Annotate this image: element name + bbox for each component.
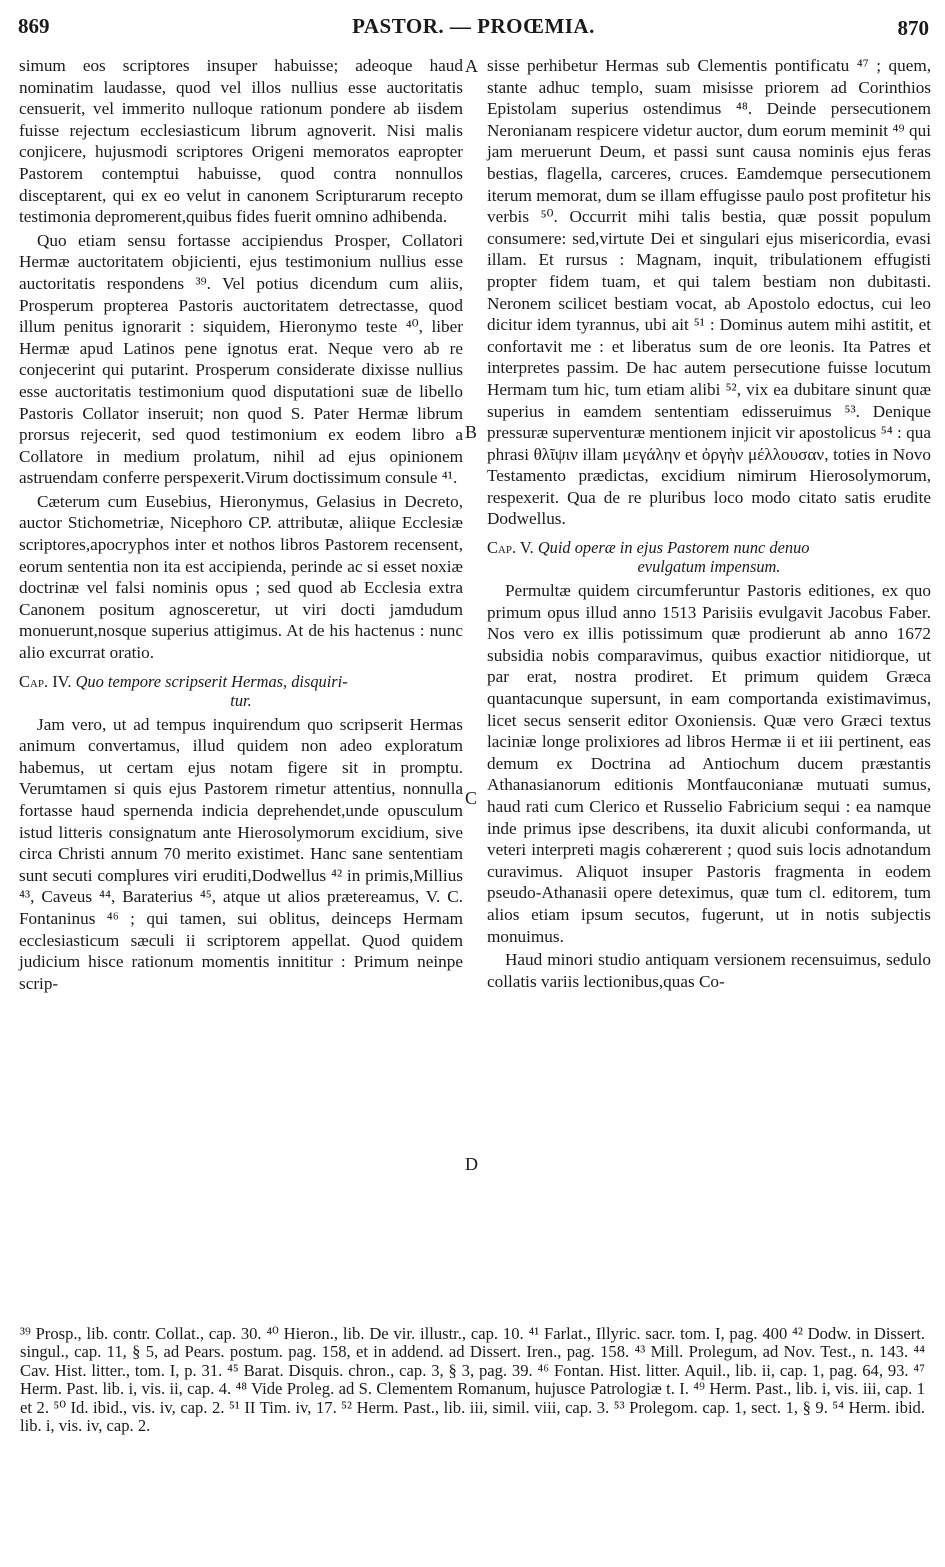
left-column bbox=[19, 55, 463, 994]
section-marker-d: D bbox=[465, 1154, 478, 1174]
section-marker-c: C bbox=[465, 788, 478, 808]
right-paragraph-2: Permultæ quidem circumferuntur Pastoris editiones, ex quo primum opus illud anno 1513 Parisiis evulgavit Jacobus Faber. Nos vero ex illis potissimum quæ prodierunt ab anno 1672 subsidia nobis comparavimus, quibus exactior nitidiorque, ut par erat, nostra prodiret. Et primum quidem Græca quantacunque supersunt, in eam comportanda existimavimus, licet secus senserit editor Oxoniensis. Quæ vero Græci textus laciniæ longe prolixiores ad libros Hermæ ii et iii pertinent, eas demum ex Doctrina ad Antiochum ducem præstantis Athanasianorum editionis Montfauconianæ mutuati sumus, haud rati cum Clerico et Russelio Fabricium sequi : ea namque inde primus ipse describens, ita duxit alicubi conformanda, ut veteri interpreti magis cohærerent ; quod suis locis adnotandum curavimus. Aliquot insuper Pastoris fragmenta in eodem pseudo-Athanasii opere deteximus, quæ tum cl. editorem, tum alios etiam ipsum secutos, fugerunt, ut in notis subjectis monuimus. bbox=[487, 581, 931, 946]
right-paragraph-3: Haud minori studio antiquam versionem recensuimus, sedulo collatis variis lectionibus,quas Co- bbox=[487, 950, 931, 991]
left-paragraph-4: Jam vero, ut ad tempus inquirendum quo scripserit Hermas animum convertamus, illud quidem non adeo exploratum habemus, ut certam ejus notam figere sit in promptu. Verumtamen si quis ejus Pastorem rimetur attentius, nonnulla fortasse haud spernenda indicia deprehendet,unde opusculum istud litteris consignatum ante Hierosolymorum excidium, sive circa Christi annum 70 merito existimet. Hanc sane sententiam sunt secuti complures viri eruditi,Dodwellus ⁴² in primis,Millius ⁴³, Caveus ⁴⁴, Baraterius ⁴⁵, atque ut alios prætereamus, V. C. Fontaninus ⁴⁶ ; qui tamen, sui oblitus, deinceps Hermam ecclesiasticum sæculi ii scriptorem appellat. Quod quidem judicium hisce rationum momentis innititur : Primum neinpe scrip- bbox=[19, 714, 463, 993]
footnote-block: ³⁹ Prosp., lib. contr. Collat., cap. 30. ⁴⁰ Hieron., lib. De vir. illustr., cap. 10. ⁴¹ Farlat., Illyric. sacr. tom. I, pag. 400 ⁴² Dodw. in Dissert. singul., cap. 11, § 5, ad Pears. postum. pag. 158, et in addend. ad Dissert. Iren., pag. 158. ⁴³ Mill. Prolegum, ad Nov. Test., n. 143. ⁴⁴ Cav. Hist. litter., tom. I, p. 31. ⁴⁵ Barat. Disquis. chron., cap. 3, § 3, pag. 39. ⁴⁶ Fontan. Hist. litter. Aquil., lib. ii, cap. 1, pag. 64, 93. ⁴⁷ Herm. Past. lib. i, vis. ii, cap. 4. ⁴⁸ Vide Proleg. ad S. Clementem Romanum, hujusce Patrologiæ t. I. ⁴⁹ Herm. Past., lib. i, vis. iii, cap. 1 et 2. ⁵⁰ Id. ibid., vis. iv, cap. 2. ⁵¹ II Tim. iv, 17. ⁵² Herm. Past., lib. iii, simil. viii, cap. 3. ⁵³ Prolegom. cap. 1, sect. 1, § 9. ⁵⁴ Herm. ibid. lib. i, vis. iv, cap. 2. bbox=[20, 1324, 925, 1436]
chapter-5-label: Cap. V. bbox=[487, 538, 534, 558]
right-column bbox=[487, 55, 931, 992]
chapter-4-label: Cap. IV. bbox=[19, 671, 72, 691]
left-page-number: 869 bbox=[18, 14, 50, 38]
section-marker-a: A bbox=[465, 56, 478, 76]
right-page-number: 870 bbox=[897, 16, 929, 40]
left-paragraph-3: Cæterum cum Eusebius, Hieronymus, Gelasius in Decreto, auctor Stichometriæ, Nicephoro CP. attributæ, aliique Ecclesiæ scriptores,apocryphos inter et nothos libros Pastorem recensent, eorum sententia non ita est accipienda, perinde ac si esset noxiæ doctrinæ vel falsi nominis opus ; sed quod ab Ecclesia extra Canonem positum agnosceretur, ut viri docti jamdudum monuerunt,nosque superius attigimus. At de his hactenus : nunc alio excurrat oratio. bbox=[19, 491, 463, 663]
right-paragraph-1: sisse perhibetur Hermas sub Clementis pontificatu ⁴⁷ ; quem, stante adhuc templo, suam misisse priorem ad Corinthios Epistolam superius ostendimus ⁴⁸. Deinde persecutionem Neronianam respicere videtur auctor, dum eorum meminit ⁴⁹ qui jam meruerunt Deum, et passi sunt causa nominis ejus feras bestias, flagella, carceres, cruces. Eamdemque persecutionem iterum memorat, dum se illam effugisse paulo post profitetur his verbis ⁵⁰. Occurrit mihi talis bestia, quæ possit populum consumere: sed,virtute Dei et singulari ejus misericordia, evasi illam. Et rursus : Magnam, inquit, tribulationem effugisti propter fidem tuam, et qui talem bestiam non dubitasti. Neronem scilicet bestiam vocat, ab Apostolo edoctus, cui leo dicitur idem tyrannus, ubi ait ⁵¹ : Dominus autem mihi astitit, et confortavit me : et liberatus sum de ore leonis. Ita Patres et interpretes passim. De hac autem persecutione fuisse locutum Hermam tum hic, tum etiam alibi ⁵², vix ea dubitare sinunt quæ superius in eamdem sententiam edisseruimus ⁵³. Denique pressuræ superventuræ mentionem injicit vir apostolicus ⁵⁴ : qua phrasi θλῖψιν illam μεγάλην et ὀργὴν μέλλουσαν, toties in Novo Testamento prædictas, excidium nimirum Hierosolymorum, respexerit. Qua de re pluribus loco modo citato satis erudite Dodwellus. bbox=[487, 56, 931, 529]
footnotes bbox=[20, 1325, 925, 1435]
chapter-5-title-end: evulgatum impensum. bbox=[637, 557, 781, 577]
chapter-4-title: Quo tempore scripserit Hermas, disquiri- bbox=[75, 671, 348, 691]
running-title: PASTOR. — PROŒMIA. bbox=[352, 14, 595, 38]
left-paragraph-1: simum eos scriptores insuper habuisse; adeoque haud nominatim laudasse, quod vel illos nullius esse auctoritatis censuerit, vel immerito nulloque rationum pondere ab iisdem fuisse rejectum ecclesiasticum librum agnoverit. Nisi malis conjicere, hujusmodi scriptores Origeni memoratos eapropter Pastorem contemptui habuisse, quod contra nonnullos disceptarent, qui ex eo velut in canonem Scripturarum recepto testimonia depromerent,quibus fides fuerit omnino adhibenda. bbox=[19, 56, 463, 227]
chapter-5-title: Quid operæ in ejus Pastorem nunc denuo bbox=[537, 538, 810, 558]
chapter-4-heading bbox=[19, 672, 463, 710]
left-paragraph-2: Quo etiam sensu fortasse accipiendus Prosper, Collatori Hermæ auctoritatem objicienti, ejus testimonium nullius esse auctoritatis respondens ³⁹. Vel potius dicendum cum aliis, Prosperum propterea Pastoris auctoritatem detrectasse, quod illum penitus ignorarit : siquidem, Hieronymo teste ⁴⁰, liber Hermæ apud Latinos pene ignotus erat. Neque vero ab re conjecerint qui putarint. Prosperum considerate dixisse nullius esse auctoritatis testimonium quod disputationi suæ de libello Pastoris Collator inseruit; non quod S. Pater Hermæ librum prorsus rejecerit, sed quod testimonium ex eodem libro a Collatore in medium prolatum, nihil ad ejus opinionem astruendam conferre perspexerit.Virum doctissimum consule ⁴¹. bbox=[19, 230, 463, 488]
chapter-4-title-end: tur. bbox=[230, 690, 252, 710]
section-marker-b: B bbox=[465, 422, 478, 442]
running-header bbox=[18, 14, 929, 48]
chapter-5-heading bbox=[487, 538, 931, 576]
